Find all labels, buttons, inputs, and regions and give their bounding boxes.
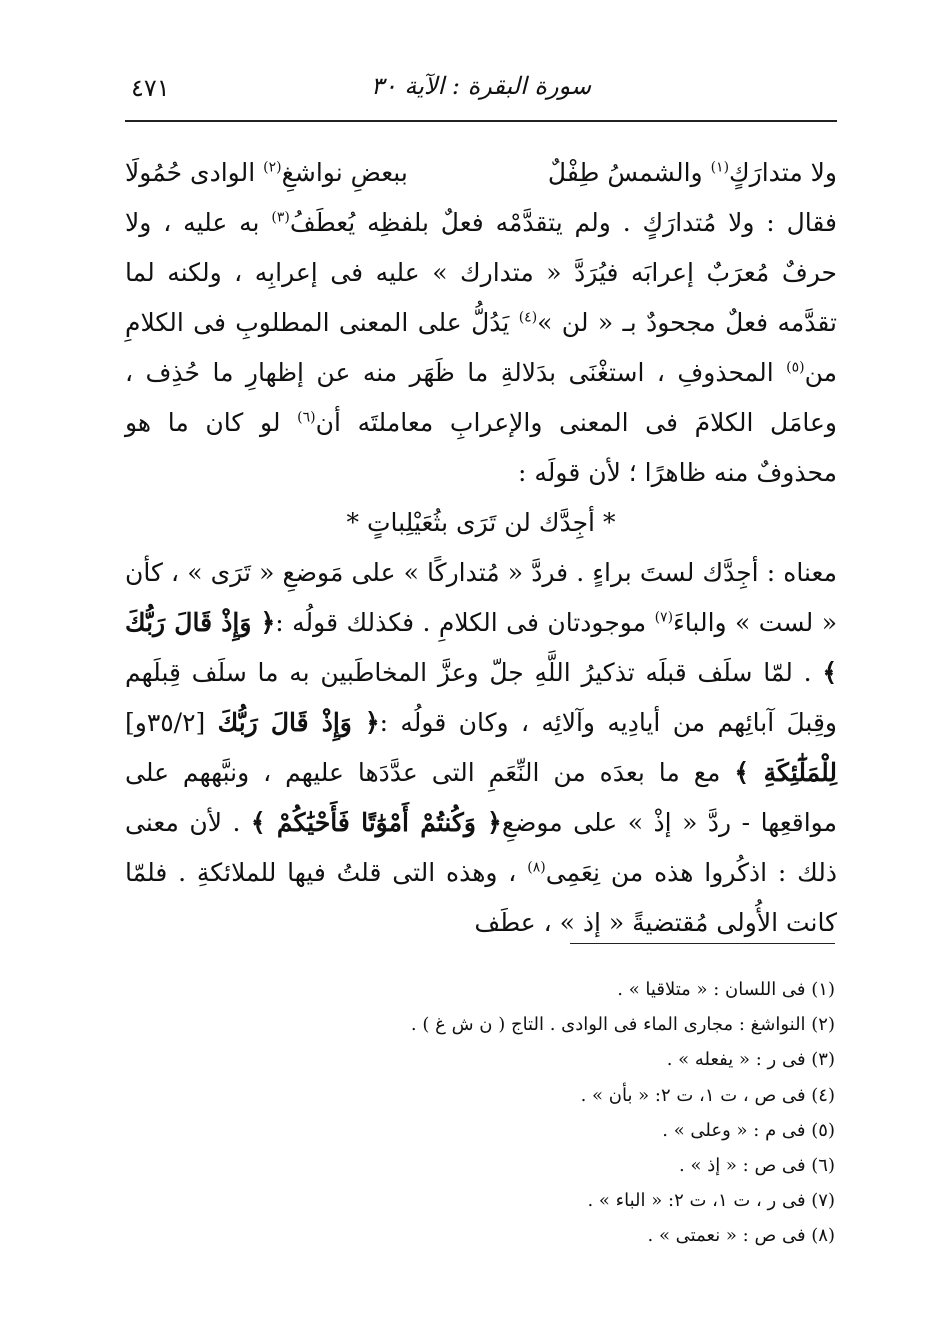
running-title: سورة البقرة : الآية ٣٠ (370, 72, 592, 100)
text-run: موجودتان فى الكلامِ . فكذلك قولُه : (275, 608, 655, 637)
text-run: فقال : ولا مُتدارَكٍ . ولم يتقدَّمْه فعلٌ بلفظِه يُعطَفُ (289, 208, 837, 237)
footnote: (٧) فى ر ، ت ١، ت ٢: « الباء » . (587, 1190, 835, 1212)
footnotes (410, 972, 835, 1254)
paragraph (125, 198, 837, 498)
text-run: يَدُلُّ على المعنى المطلوبِ فى الكلامِ من (125, 308, 837, 387)
footnote: (٨) فى ص : « نعمتى » . (647, 1225, 835, 1247)
footnote-ref: (٥) (786, 359, 805, 376)
footnote-ref: (٨) (527, 859, 546, 876)
footnote-ref: (٧) (654, 609, 674, 626)
manuscript-ref: [٣٥/٢و] (125, 708, 218, 737)
text-run: ، وهذه التى قلتُ فيها للملائكةِ . فلمّا كانت الأُولى مُقتضيةً « إذ » ، عطَف (125, 858, 837, 937)
hemistich-text: ولا متدارَكٍ (729, 158, 837, 187)
footnote: (٤) فى ص ، ت ١، ت ٢: « بأن » . (580, 1084, 835, 1106)
quran-quote: لِلْمَلَٰٓئِكَةِ ﴾ (734, 758, 837, 787)
footnote: (٣) فى ر : « يفعله » . (666, 1049, 835, 1071)
footnote-ref: (٢) (263, 159, 282, 176)
text-run: المحذوفِ ، استغْنَى بدَلالةِ ما ظَهَر منه عن إظهارِ ما حُذِف ، وعامَل الكلامَ فى المعنى والإعرابِ معاملتَه أن (125, 358, 837, 437)
hemistich-text: والشمسُ طِفْلٌ (547, 158, 711, 187)
footnote: (٥) فى م : « وعلى » . (662, 1119, 835, 1141)
text-run: مع ما بعدَه من النِّعَمِ التى عدَّدَها عليهم ، ونبَّههم على مواقعِها - ردَّ « إذْ » على موضعِ (125, 758, 837, 837)
page-header (125, 68, 837, 108)
text-run: به عليه ، ولا حرفٌ مُعرَبٌ إعرابَه فيُرَدَّ « متدارك » عليه فى إعرابِه ، ولكنه لما تقدَّمه فعلٌ مجحودٌ بـ « لن » (125, 208, 837, 337)
text-run: معناه : أجِدَّك لستَ براءٍ . فردَّ « مُتداركًا » على مَوضعِ « تَرَى » ، كأن « لست » والباءَ (125, 558, 838, 637)
footnote: (٢) النواشغ : مجارى الماء فى الوادى . التاج ( ن ش غ ) . (410, 1014, 835, 1036)
centered-verse: * أجِدَّك لن تَرَى بثُعَيْلِباتٍ * (346, 508, 616, 537)
hemistich-text: الوادى حُمُولَا (125, 158, 264, 187)
verse-hemistich (125, 148, 408, 198)
hemistich-text: ببعضِ نواشغِ (281, 158, 408, 187)
quran-quote: ﴿ وَإِذْ قَالَ رَبُّكَ ﴾ (125, 608, 837, 687)
footnote: (١) فى اللسان : « متلاقيا » . (617, 979, 835, 1000)
footnote-ref: (١) (710, 159, 730, 176)
quran-quote: ﴿ وَإِذْ قَالَ رَبُّكَ (217, 708, 380, 737)
header-rule (125, 120, 837, 122)
footnote: (٦) فى ص : « إذ » . (679, 1155, 835, 1177)
footnote-separator (570, 943, 835, 944)
footnote-ref: (٤) (518, 309, 538, 326)
text-run: لو كان ما هو محذوفٌ منه ظاهرًا ؛ لأن قولَه : (125, 408, 837, 487)
verse-hemistich (548, 148, 837, 198)
page-number: ٤٧١ (131, 74, 170, 102)
footnote-ref: (٣) (271, 209, 290, 226)
quran-quote: ﴿ وَكُنتُمْ أَمْوَٰتًا فَأَحْيَٰكُمْ ﴾ (250, 808, 502, 837)
poetry-verse (125, 148, 837, 198)
footnote-ref: (٦) (297, 409, 316, 426)
main-text (125, 148, 837, 948)
text-run: . لمّا سلَف قبلَه تذكيرُ اللَّهِ جلّ وعزَّ المخاطَبين به ما سلَف قِبلَهم وقِبلَ آبائِهم من أيادِيه وآلائِه ، وكان قولُه : (125, 658, 837, 737)
paragraph (125, 548, 837, 948)
text-run: . لأن معنى ذلك : اذكُروا هذه من نِعَمِى (125, 808, 838, 887)
